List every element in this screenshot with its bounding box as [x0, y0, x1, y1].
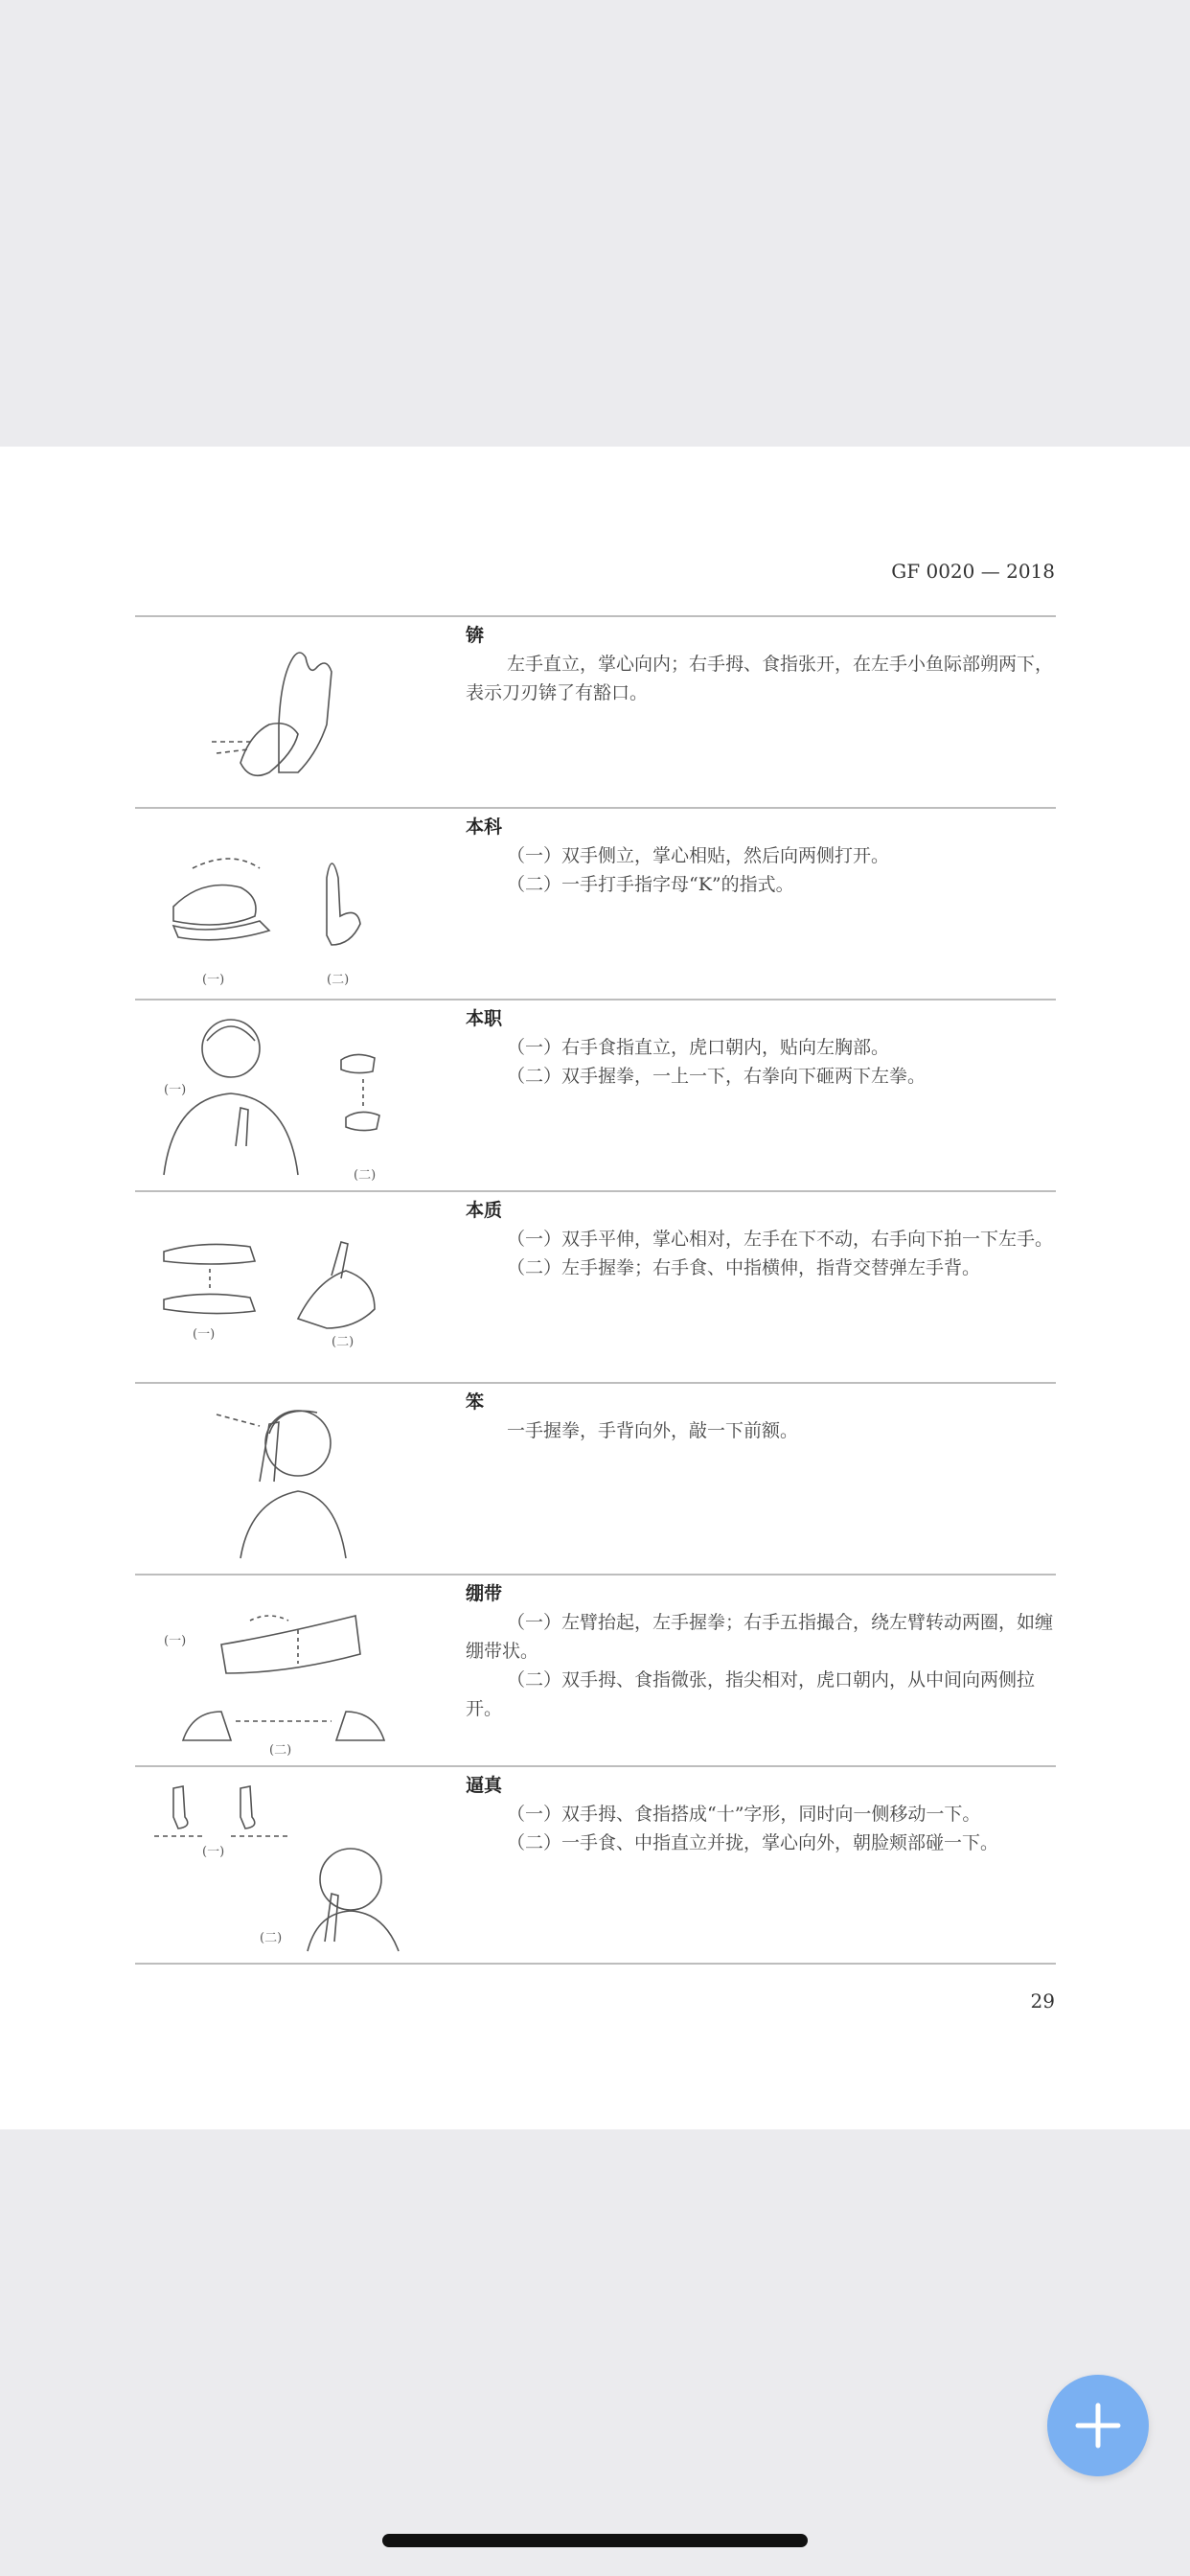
fig-label: (一) — [193, 1327, 216, 1342]
entry-description: 左手直立，掌心向内；右手拇、食指张开，在左手小鱼际部朔两下，表示刀刃锛了有豁口。 — [466, 654, 1054, 703]
entry-word: 锛 — [466, 625, 485, 646]
plus-icon — [1074, 2402, 1122, 2450]
entry-description-line: （二）双手握拳，一上一下，右拳向下砸两下左拳。 — [507, 1066, 927, 1087]
sign-illustration — [135, 1769, 442, 1953]
fig-label: (一) — [202, 973, 225, 987]
entry-word: 逼真 — [466, 1775, 503, 1796]
sign-illustration — [135, 811, 442, 995]
entry-word: 本职 — [466, 1008, 503, 1029]
fig-label: (二) — [260, 1931, 283, 1945]
entry-description-line: （一）右手食指直立，虎口朝内，贴向左胸部。 — [507, 1037, 890, 1058]
entry-list — [135, 615, 1056, 1965]
fig-label: (一) — [202, 1845, 225, 1859]
entry-ben-stupid — [135, 1382, 1056, 1574]
sign-illustration — [135, 1002, 442, 1186]
fig-label: (二) — [332, 1335, 355, 1349]
sign-illustration — [135, 1194, 442, 1378]
document-page — [0, 447, 1190, 2129]
fig-label: (一) — [164, 1083, 187, 1097]
entry-bengdai — [135, 1574, 1056, 1765]
entry-description-line: （二）双手拇、食指微张，指尖相对，虎口朝内，从中间向两侧拉开。 — [466, 1669, 1036, 1719]
entry-word: 本质 — [466, 1200, 503, 1221]
entry-word: 本科 — [466, 816, 503, 838]
sign-illustration — [135, 1577, 442, 1761]
page-number: 29 — [1030, 1990, 1055, 2012]
entry-description-line: （二）左手握拳；右手食、中指横伸，指背交替弹左手背。 — [507, 1257, 981, 1278]
entry-benzhi-essence — [135, 1190, 1056, 1382]
fig-label: (一) — [164, 1634, 187, 1648]
entry-word: 绷带 — [466, 1583, 503, 1604]
home-indicator[interactable] — [382, 2534, 808, 2547]
entry-description: 一手握拳，手背向外，敲一下前额。 — [507, 1420, 799, 1441]
sign-illustration — [135, 619, 442, 803]
standard-code: GF 0020 — 2018 — [891, 560, 1055, 583]
add-button[interactable] — [1047, 2375, 1149, 2476]
entry-description-line: （二）一手打手指字母“K”的指式。 — [507, 874, 794, 895]
sign-illustration — [135, 1386, 442, 1570]
entry-description-line: （二）一手食、中指直立并拢，掌心向外，朝脸颊部碰一下。 — [507, 1832, 999, 1853]
entry-description-line: （一）双手侧立，掌心相贴，然后向两侧打开。 — [507, 845, 890, 866]
fig-label: (二) — [354, 1168, 377, 1183]
entry-word: 笨 — [466, 1392, 485, 1413]
entry-benzhi — [135, 999, 1056, 1190]
entry-description-line: （一）双手平伸，掌心相对，左手在下不动，右手向下拍一下左手。 — [507, 1229, 1054, 1250]
fig-label: (二) — [327, 973, 350, 987]
entry-bizhen — [135, 1765, 1056, 1965]
entry-ben-adze — [135, 615, 1056, 807]
fig-label: (二) — [269, 1743, 292, 1758]
entry-benke — [135, 807, 1056, 999]
entry-description-line: （一）双手拇、食指搭成“十”字形，同时向一侧移动一下。 — [507, 1804, 981, 1825]
entry-description-line: （一）左臂抬起，左手握拳；右手五指撮合，绕左臂转动两圈，如缠绷带状。 — [466, 1612, 1054, 1662]
